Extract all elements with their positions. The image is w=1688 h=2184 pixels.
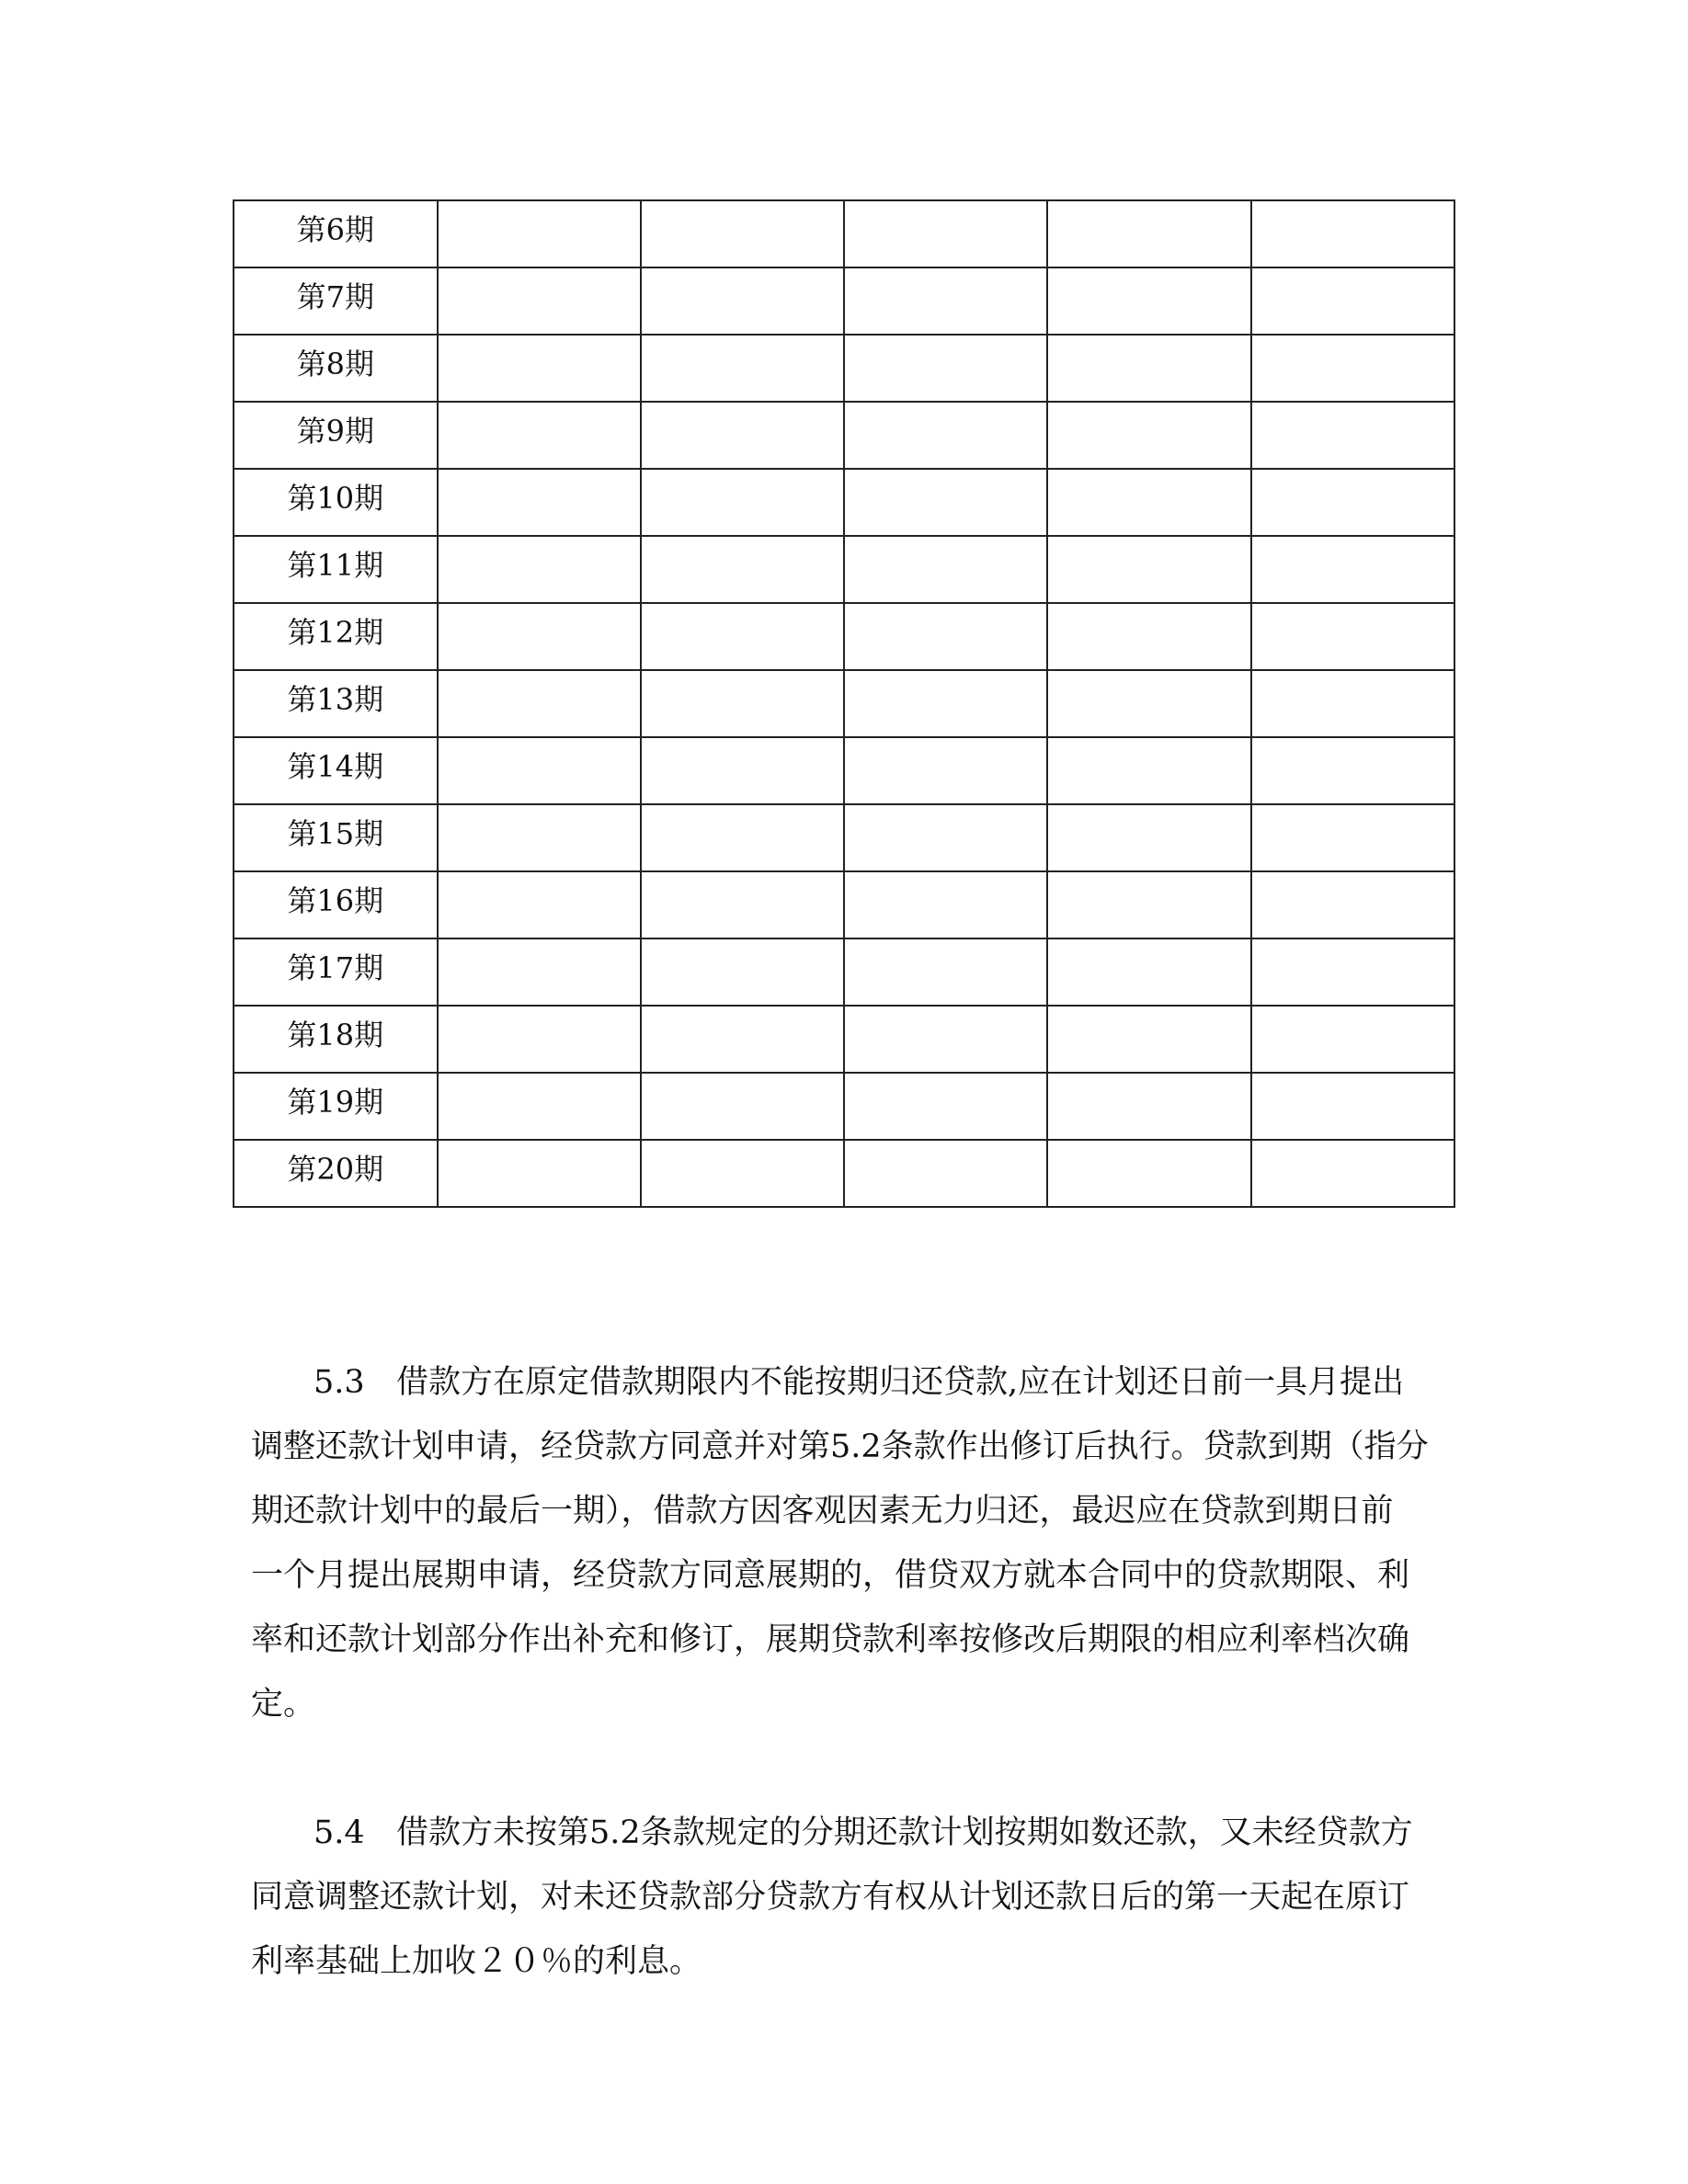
table-row: [234, 1006, 1454, 1073]
empty-cell: [438, 469, 641, 536]
period-label: 第19期: [287, 1085, 384, 1120]
table-row: [234, 670, 1454, 737]
table-row: [234, 335, 1454, 402]
period-label: 第17期: [287, 950, 384, 985]
empty-cell: [641, 871, 844, 938]
empty-cell: [1251, 469, 1454, 536]
period-label: 第9期: [296, 414, 374, 449]
empty-cell: [1251, 1006, 1454, 1073]
empty-cell: [1251, 871, 1454, 938]
period-label: 第18期: [287, 1018, 384, 1052]
period-label-cell: [234, 402, 438, 469]
empty-cell: [438, 402, 641, 469]
period-label: 第7期: [296, 279, 374, 314]
period-label-cell: [234, 871, 438, 938]
empty-cell: [1047, 1140, 1250, 1207]
empty-cell: [1251, 938, 1454, 1006]
period-label-cell: [234, 603, 438, 670]
period-label: 第14期: [287, 749, 384, 784]
period-label-cell: [234, 267, 438, 335]
repayment-schedule-table: [233, 199, 1455, 1208]
period-label-cell: [234, 804, 438, 871]
period-label-cell: [234, 469, 438, 536]
empty-cell: [1047, 938, 1250, 1006]
empty-cell: [1047, 603, 1250, 670]
clause-text: 借款方在原定借款期限内不能按期归还贷款,应在计划还日前一具月提出: [396, 1364, 1405, 1401]
empty-cell: [1251, 335, 1454, 402]
empty-cell: [844, 200, 1047, 267]
period-label: 第11期: [287, 548, 384, 583]
period-label-cell: [234, 1073, 438, 1140]
empty-cell: [1251, 804, 1454, 871]
table-row: [234, 200, 1454, 267]
empty-cell: [438, 804, 641, 871]
period-label: 第20期: [287, 1152, 384, 1187]
period-label-cell: [234, 335, 438, 402]
empty-cell: [844, 335, 1047, 402]
empty-cell: [844, 670, 1047, 737]
table-row: [234, 469, 1454, 536]
empty-cell: [438, 1006, 641, 1073]
period-label: 第12期: [287, 615, 384, 650]
empty-cell: [844, 469, 1047, 536]
empty-cell: [1251, 670, 1454, 737]
empty-cell: [1047, 804, 1250, 871]
empty-cell: [1251, 200, 1454, 267]
empty-cell: [1047, 1006, 1250, 1073]
empty-cell: [438, 938, 641, 1006]
empty-cell: [641, 267, 844, 335]
empty-cell: [641, 536, 844, 603]
empty-cell: [844, 536, 1047, 603]
clause-line: 利率基础上加收２０％的利息。: [251, 1943, 702, 1980]
clause-number: 5.3: [314, 1364, 365, 1401]
clause-5-4: [251, 1801, 1446, 1994]
table-row: [234, 938, 1454, 1006]
empty-cell: [844, 871, 1047, 938]
empty-cell: [438, 200, 641, 267]
empty-cell: [438, 267, 641, 335]
period-label: 第16期: [287, 883, 384, 918]
empty-cell: [844, 938, 1047, 1006]
empty-cell: [438, 670, 641, 737]
table-row: [234, 804, 1454, 871]
clause-line: 期还款计划中的最后一期），借款方因客观因素无力归还，最迟应在贷款到期日前: [251, 1493, 1394, 1530]
empty-cell: [1251, 536, 1454, 603]
period-label-cell: [234, 938, 438, 1006]
empty-cell: [844, 1006, 1047, 1073]
empty-cell: [641, 938, 844, 1006]
empty-cell: [641, 200, 844, 267]
empty-cell: [1251, 267, 1454, 335]
empty-cell: [1251, 737, 1454, 804]
table-row: [234, 1140, 1454, 1207]
empty-cell: [641, 804, 844, 871]
clause-line: 率和还款计划部分作出补充和修订，展期贷款利率按修改后期限的相应利率档次确: [251, 1621, 1410, 1658]
period-label-cell: [234, 1006, 438, 1073]
empty-cell: [641, 1140, 844, 1207]
clause-line: 一个月提出展期申请，经贷款方同意展期的，借贷双方就本合同中的贷款期限、利: [251, 1557, 1410, 1594]
table-row: [234, 871, 1454, 938]
empty-cell: [844, 737, 1047, 804]
empty-cell: [1047, 200, 1250, 267]
empty-cell: [641, 335, 844, 402]
empty-cell: [844, 1073, 1047, 1140]
clause-line: 定。: [251, 1686, 316, 1723]
empty-cell: [844, 267, 1047, 335]
table-row: [234, 737, 1454, 804]
clause-line: 调整还款计划申请，经贷款方同意并对第5.2条款作出修订后执行。贷款到期（指分: [251, 1428, 1429, 1465]
period-label-cell: [234, 200, 438, 267]
empty-cell: [844, 804, 1047, 871]
period-label: 第10期: [287, 481, 384, 516]
empty-cell: [1047, 737, 1250, 804]
period-label-cell: [234, 670, 438, 737]
empty-cell: [844, 402, 1047, 469]
empty-cell: [1047, 536, 1250, 603]
clause-line: [251, 1350, 1446, 1415]
period-label-cell: [234, 1140, 438, 1207]
empty-cell: [438, 871, 641, 938]
period-label-cell: [234, 737, 438, 804]
clause-line: [251, 1801, 1446, 1865]
empty-cell: [1251, 402, 1454, 469]
empty-cell: [438, 737, 641, 804]
table-row: [234, 267, 1454, 335]
empty-cell: [1047, 871, 1250, 938]
empty-cell: [1047, 670, 1250, 737]
period-label-cell: [234, 536, 438, 603]
empty-cell: [641, 603, 844, 670]
empty-cell: [844, 603, 1047, 670]
empty-cell: [641, 469, 844, 536]
clause-text: 借款方未按第5.2条款规定的分期还款计划按期如数还款，又未经贷款方: [396, 1814, 1413, 1851]
period-label: 第15期: [287, 816, 384, 851]
empty-cell: [641, 670, 844, 737]
empty-cell: [438, 603, 641, 670]
empty-cell: [1047, 402, 1250, 469]
empty-cell: [438, 536, 641, 603]
table-row: [234, 536, 1454, 603]
empty-cell: [1047, 335, 1250, 402]
empty-cell: [641, 402, 844, 469]
empty-cell: [641, 737, 844, 804]
empty-cell: [438, 1073, 641, 1140]
clause-number: 5.4: [314, 1814, 365, 1851]
table-row: [234, 402, 1454, 469]
empty-cell: [1251, 1140, 1454, 1207]
clause-line: 同意调整还款计划，对未还贷款部分贷款方有权从计划还款日后的第一天起在原订: [251, 1879, 1410, 1916]
empty-cell: [844, 1140, 1047, 1207]
table-row: [234, 603, 1454, 670]
empty-cell: [1047, 1073, 1250, 1140]
table-row: [234, 1073, 1454, 1140]
empty-cell: [641, 1006, 844, 1073]
empty-cell: [438, 1140, 641, 1207]
empty-cell: [438, 335, 641, 402]
empty-cell: [1047, 469, 1250, 536]
empty-cell: [1047, 267, 1250, 335]
period-label: 第8期: [296, 347, 374, 381]
period-label: 第6期: [296, 212, 374, 247]
period-label: 第13期: [287, 682, 384, 717]
clause-5-3: [251, 1350, 1446, 1736]
empty-cell: [641, 1073, 844, 1140]
empty-cell: [1251, 603, 1454, 670]
empty-cell: [1251, 1073, 1454, 1140]
